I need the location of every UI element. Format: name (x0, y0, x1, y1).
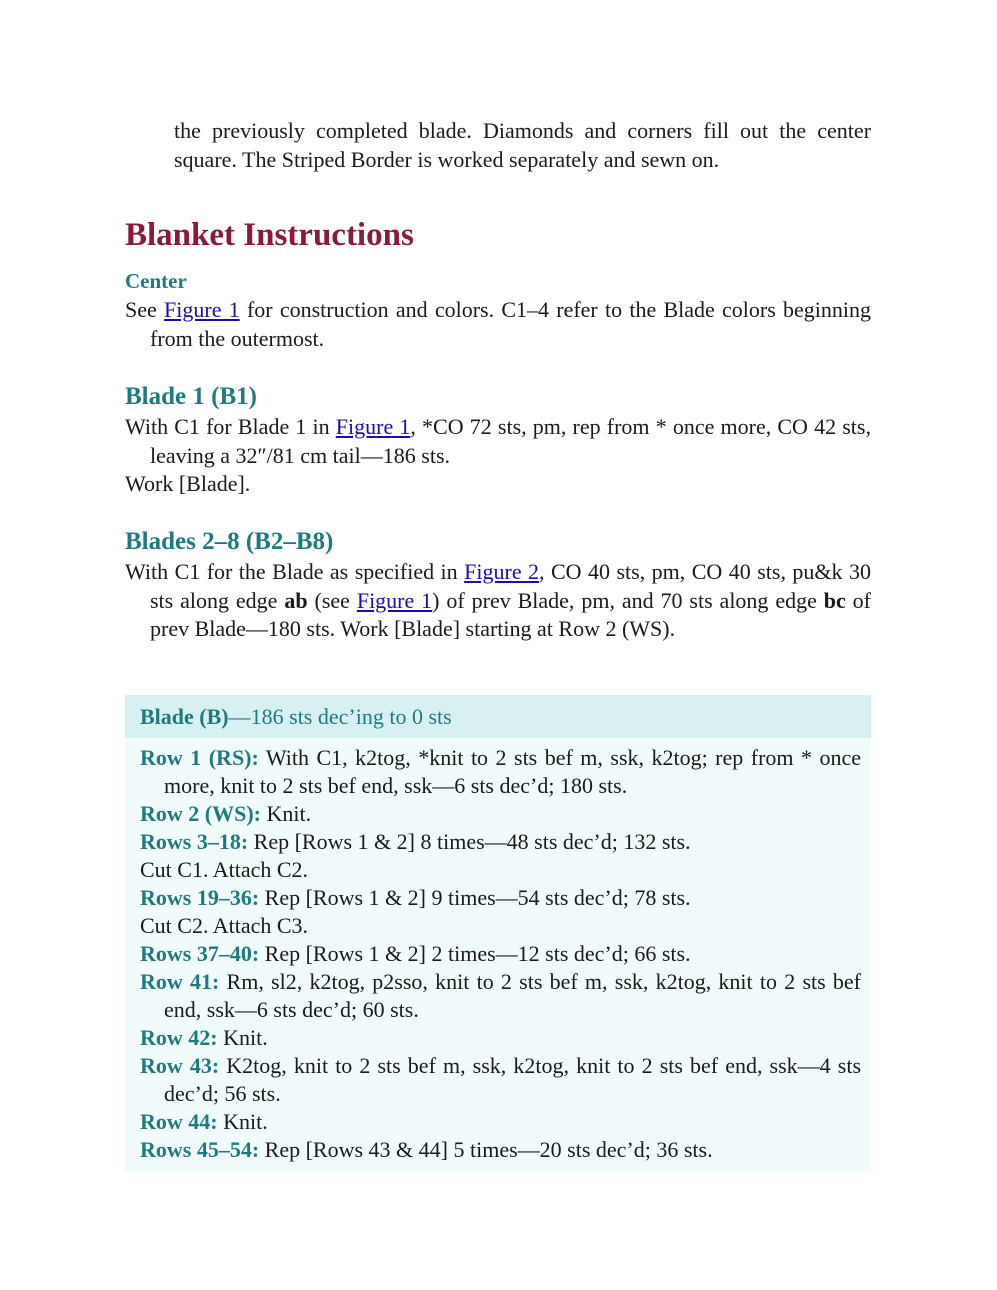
instruction-row (140, 1108, 861, 1136)
center-text-b: for construction and colors. C1–4 refer to the Blade colors beginning from the outermost. (150, 297, 871, 351)
row-label: Rows 37–40: (140, 941, 260, 966)
row-text: Rep [Rows 1 & 2] 9 times—54 sts dec’d; 78 sts. (259, 885, 691, 910)
blades2-text-a: With C1 for the Blade as specified in (125, 559, 465, 584)
figure-1-link[interactable]: Figure 1 (335, 414, 411, 439)
instruction-row (140, 1136, 861, 1164)
section-heading: Blanket Instructions (125, 217, 414, 253)
blades2-text-d: ) of prev Blade, pm, and 70 sts along edge (432, 587, 824, 613)
row-label: Rows 45–54: (140, 1137, 260, 1162)
row-text: Rep [Rows 43 & 44] 5 times—20 sts dec’d; 36 sts. (259, 1137, 713, 1162)
figure-1-link[interactable]: Figure 1 (164, 297, 240, 322)
blade1-paragraph (125, 413, 871, 499)
instruction-row (140, 884, 861, 912)
row-text: Rep [Rows 1 & 2] 2 times—12 sts dec’d; 66 sts. (259, 941, 691, 966)
row-label: Row 42: (140, 1025, 218, 1050)
edge-ab: ab (284, 587, 308, 613)
blades2-paragraph (125, 558, 871, 644)
instruction-row (140, 1024, 861, 1052)
blades2-text-b: , CO 40 sts, pm, CO 40 sts, pu&k 30 sts along edge (150, 559, 871, 613)
blade1-text-b: , *CO 72 sts, pm, rep from * once more, CO 42 sts, leaving a 32″/81 cm tail—186 sts. (150, 414, 871, 468)
blade-box-title: Blade (B) (140, 703, 229, 729)
row-label: Rows 19–36: (140, 885, 260, 910)
instruction-row (140, 800, 861, 828)
row-text: Rep [Rows 1 & 2] 8 times—48 sts dec’d; 132 sts. (248, 829, 691, 854)
row-text: K2tog, knit to 2 sts bef m, ssk, k2tog, knit to 2 sts bef end, ssk—4 sts dec’d; 56 sts. (164, 1053, 862, 1106)
center-text-a: See (125, 297, 165, 322)
row-label: Row 44: (140, 1109, 218, 1134)
row-label: Row 2 (WS): (140, 801, 261, 826)
instruction-row (140, 1052, 861, 1108)
intro-paragraph (174, 117, 871, 174)
row-text: Knit. (217, 1109, 268, 1134)
instruction-row (140, 744, 861, 800)
figure-1-link[interactable]: Figure 1 (356, 587, 433, 613)
intro-line-1: the previously completed blade. Diamonds and corners fill out the (174, 118, 807, 143)
instruction-row (140, 940, 861, 968)
edge-bc: bc (823, 587, 846, 613)
instruction-row (140, 828, 861, 856)
intro-line-2: center square. The Striped Border is worked separately and sewn on. (174, 118, 872, 172)
row-text: Knit. (261, 801, 312, 826)
blades2-text-c: (see (307, 587, 357, 613)
row-text: With C1, k2tog, *knit to 2 sts bef m, ssk, k2tog; rep from * once more, knit to 2 sts bef end, ssk—6 sts dec’d; 180 sts. (164, 745, 861, 798)
instruction-note: Cut C1. Attach C2. (140, 857, 309, 882)
blades2-title: Blades 2–8 (B2–B8) (125, 528, 334, 555)
instruction-row (140, 968, 861, 1024)
row-label: Row 1 (RS): (140, 745, 259, 770)
blade-box-subtitle: —186 sts dec’ing to 0 sts (228, 703, 452, 729)
blade-instructions-box (125, 695, 871, 1172)
blade1-title: Blade 1 (B1) (125, 383, 257, 410)
center-title: Center (125, 269, 187, 293)
row-text: Knit. (217, 1025, 268, 1050)
blades2-text-e: of prev Blade—180 sts. Work [Blade] starting at Row 2 (WS). (150, 587, 871, 641)
row-text: Rm, sl2, k2tog, p2sso, knit to 2 sts bef m, ssk, k2tog, knit to 2 sts bef end, ssk—6 sts dec’d; 60 sts. (164, 969, 861, 1022)
figure-2-link[interactable]: Figure 2 (464, 559, 540, 584)
row-label: Row 43: (140, 1053, 220, 1078)
instruction-note: Cut C2. Attach C3. (140, 913, 309, 938)
blade1-work: Work [Blade]. (125, 471, 251, 496)
row-label: Rows 3–18: (140, 829, 249, 854)
row-label: Row 41: (140, 969, 220, 994)
blade1-text-a: With C1 for Blade 1 in (125, 414, 336, 439)
blade-box-body (125, 738, 871, 1164)
center-paragraph (125, 296, 871, 353)
blade-box-header (125, 695, 871, 738)
